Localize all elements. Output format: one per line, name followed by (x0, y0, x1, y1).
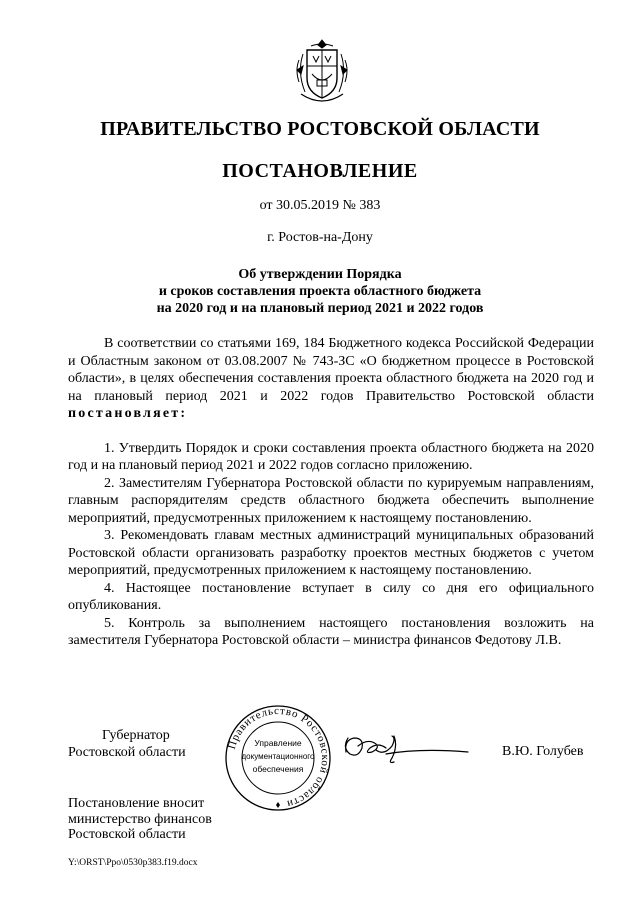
city-line: г. Ростов-на-Дону (267, 230, 373, 245)
stamp-inner-line: Управление (254, 738, 302, 748)
position-line: Ростовской области (68, 745, 186, 760)
stamp-inner-line: обеспечения (252, 764, 304, 774)
decree-item: 5. Контроль за выполнением настоящего постановления возложить на заместителя Губернатора Ростовской области – министра финансов Федотову Л.В. (68, 615, 594, 648)
decree-word: постановляет: (68, 406, 188, 421)
government-title: ПРАВИТЕЛЬСТВО РОСТОВСКОЙ ОБЛАСТИ (100, 118, 540, 140)
subject-line: Об утверждении Порядка (238, 267, 402, 282)
subject-line: и сроков составления проекта областного бюджета (158, 284, 482, 299)
preamble-text: В соответствии со статьями 169, 184 Бюджетного кодекса Российской Федерации и Областным законом от 03.08.2007 № 743-ЗС «О бюджетном процессе в Ростовской области», в целях обеспечения составления проекта областного бюджета на 2020 год и на плановый период 2021 и 2022 годов Правительство Ростовской области (68, 336, 594, 404)
decree-item: 4. Настоящее постановление вступает в силу со дня его официального опубликования. (68, 580, 594, 613)
document-body (68, 335, 594, 650)
signer-name: В.Ю. Голубев (502, 744, 584, 759)
stamp-outer-text: Правительство Ростовской области (225, 704, 332, 811)
submitter-line: Постановление вносит (68, 796, 205, 811)
official-stamp (222, 702, 334, 814)
decree-item: 1. Утвердить Порядок и сроки составления проекта областного бюджета на 2020 год и на плановый период 2021 и 2022 годов согласно приложению. (68, 440, 594, 473)
subject-line: на 2020 год и на плановый период 2021 и 2022 годов (156, 301, 484, 316)
decree-item: 2. Заместителям Губернатора Ростовской области по курируемым направлениям, главным распорядителям средств областного бюджета обеспечить выполнение мероприятий, предусмотренных приложением к настоящему постановлению. (68, 475, 594, 526)
submitter-line: министерство финансов (68, 811, 212, 827)
position-line: Губернатор (102, 728, 170, 743)
submitter-line: Ростовской области (68, 827, 186, 842)
submitter-block (68, 796, 212, 843)
signatory-position (68, 727, 186, 761)
rostov-oblast-coat-of-arms-icon (293, 36, 351, 106)
document-subject (100, 266, 540, 317)
handwritten-signature (336, 728, 472, 768)
document-type: ПОСТАНОВЛЕНИЕ (222, 160, 418, 182)
file-path: Y:\ORST\Ppo\0530p383.f19.docx (68, 858, 198, 868)
preamble-paragraph (68, 335, 594, 423)
decree-item: 3. Рекомендовать главам местных администраций муниципальных образований Ростовской области организовать разработку проектов местных бюджетов с учетом мероприятий, предусмотренных приложением к настоящему постановлению. (68, 528, 594, 578)
stamp-inner-line: документационного (241, 752, 315, 761)
date-and-number: от 30.05.2019 № 383 (259, 198, 381, 213)
